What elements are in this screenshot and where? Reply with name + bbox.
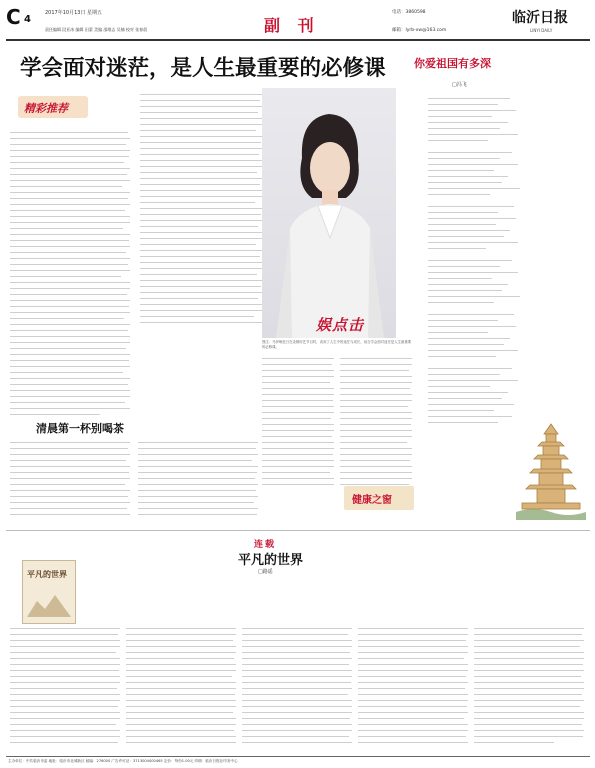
jingcai-label: 精彩推荐 — [24, 102, 68, 115]
dianping-label: 娱点击 — [316, 316, 365, 334]
headline: 学会面对迷茫，是人生最重要的必修课 — [20, 56, 386, 81]
hotline: 电话：3860598 — [392, 10, 426, 15]
footer-line: 主办单位：中共临沂市委 地址：临沂市北城新区 邮编：276000 广告许可证：3713004000465 定价：每份1.00元 印刷：临沂日报社印务中心 — [8, 759, 238, 763]
pagoda-illustration — [516, 420, 586, 520]
section-title: 副 刊 — [264, 16, 320, 35]
bottom-divider — [6, 530, 590, 531]
poetry-author: □冯飞 — [452, 82, 467, 88]
photo-caption: 图注：马伊琍近日在录制综艺节目时，谈到了人生中的迷茫与成长，坦言学会面对迷茫是人生最重要的必修课。 — [262, 340, 412, 349]
footer-rule — [6, 756, 590, 757]
masthead — [0, 0, 595, 42]
email: 邮箱：lyrb-xw@163.com — [392, 28, 447, 33]
poetry-title: 你爱祖国有多深 — [414, 57, 491, 70]
date-line: 2017年10月13日 星期五 — [45, 10, 103, 16]
masthead-rule — [6, 39, 590, 41]
book-cover-title: 平凡的世界 — [27, 569, 67, 579]
serial-label: 连载 — [254, 540, 277, 550]
health-label: 健康之窗 — [352, 495, 392, 506]
paper-logo: 临沂日报 — [512, 10, 568, 26]
left-lower-body — [10, 440, 258, 524]
paper-logo-sub: LINYI DAILY — [530, 28, 553, 33]
left-article-title: 清晨第一杯别喝茶 — [36, 422, 124, 435]
editors-line: 责任编辑 段亚冰 编辑 田蒙 美编 邵维志 吴楠 校对 张春晨 — [45, 27, 148, 32]
serial-title: 平凡的世界 — [238, 553, 304, 568]
book-cover — [22, 560, 76, 624]
serial-author: □路遥 — [258, 569, 273, 575]
dianping-badge — [316, 314, 386, 340]
page-letter: C — [6, 5, 21, 29]
main-article-body — [140, 92, 262, 330]
celebrity-photo — [262, 88, 396, 338]
left-article-body — [10, 130, 130, 420]
page-number: 4 — [24, 14, 31, 25]
health-badge — [344, 486, 414, 510]
bottom-body — [10, 626, 585, 754]
jingcai-badge — [18, 90, 96, 126]
